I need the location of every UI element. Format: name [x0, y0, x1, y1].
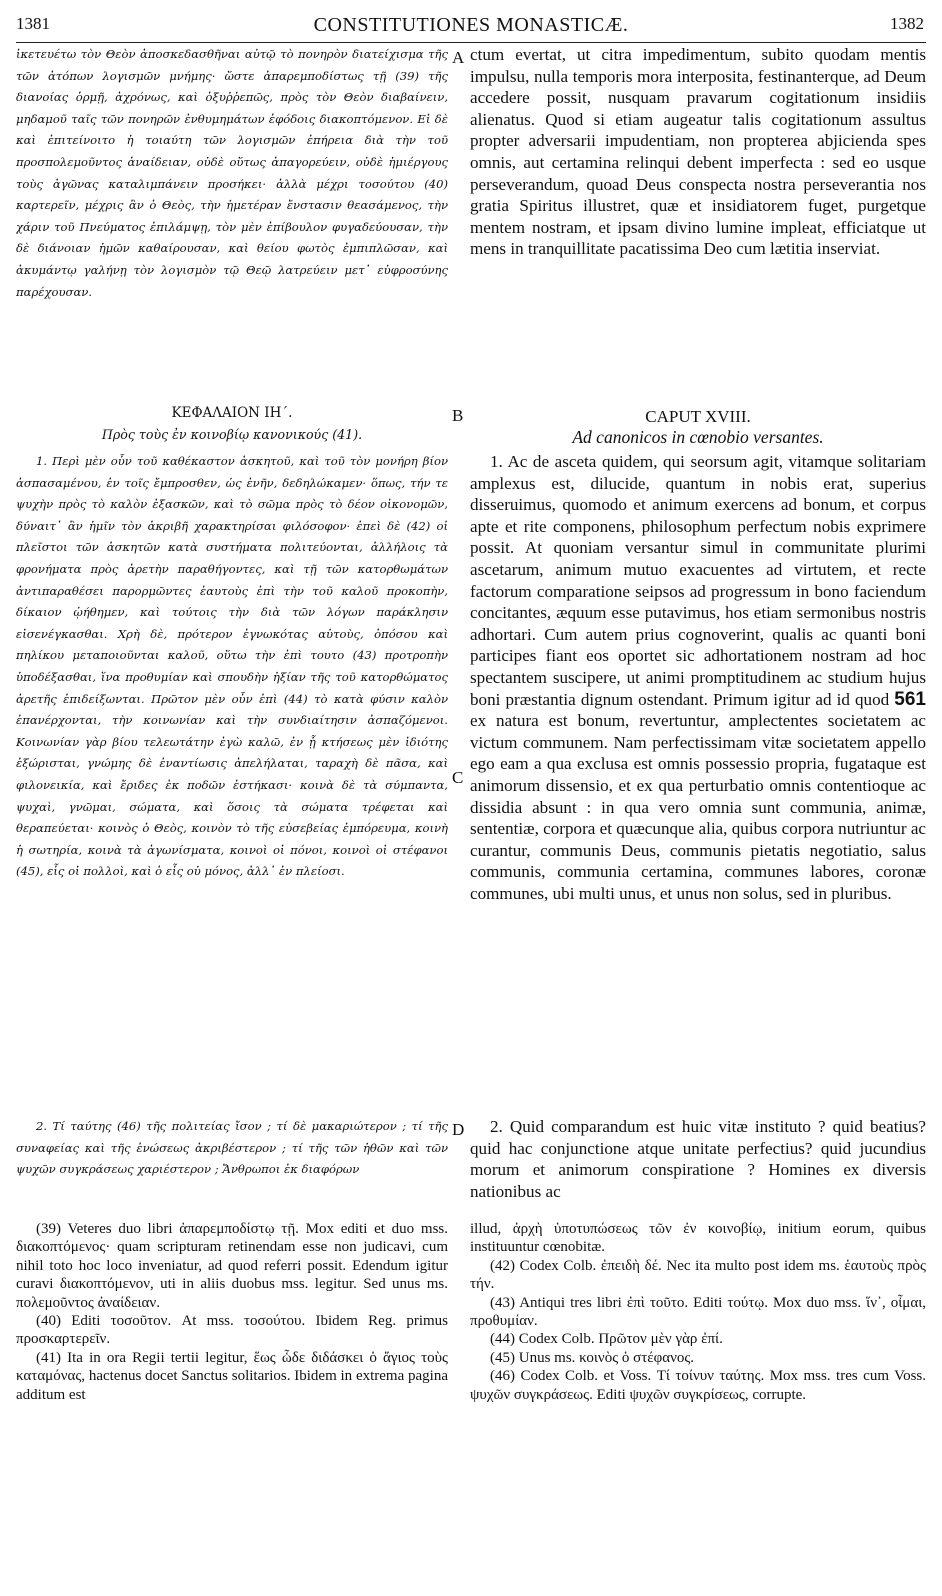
latin-column-section-1	[470, 451, 926, 1096]
footnote-39: (39) Veteres duo libri ἀπαρεμποδίστῳ τῇ. Mox editi et duo mss. διακοπτόμενος· quam scripturam retinendam esse non judicavi, cum nihil toto hoc loco inveniatur, ad quod referri possit. Edendum igitur curavi διακοπτόμενον, uti in aliis duobus mss. legitur. Sed unus ms. πολεμοῦντος ἀναίδειαν.	[16, 1221, 448, 1311]
latin-section-1-text: 1. Ac de asceta quidem, qui seorsum agit, vitamque solitariam amplexus est, dilucide, quantum in nobis erat, superius disseruimus, quomodo et animum exercens ad bonum, et corpus apte et rite componens, philosophum perfectum nobis exprimere possit. At quoniam versantur simul in communitate plurimi ascetarum, animum mutuo exacuentes ad virtutem, et recte factorum comparatione seipsos ad progressum in bono faciendum concitantes, æquum esse putavimus, hos etiam sermonibus nostris adhortari. Cum autem prius cognoverint, qualis ac quanti boni participes fiant eos oportet sic adhortationem nostram ad hoc spectantem suscipere, ut animi promptitudinem ac studium hujus boni præstantia dignum ostendant. Primum igitur ad id quod	[470, 452, 926, 709]
footnote-44: (44) Codex Colb. Πρῶτον μὲν γὰρ ἐπί.	[490, 1331, 723, 1348]
footnote-41: (41) Ita in ora Regii tertii legitur, ἕως ὧδε διδάσκει ὁ ἅγιος τοὺς καταμόνας, hactenus docet Sanctus solitarios. Ibidem in extrema pagina additum est	[16, 1349, 448, 1403]
greek-chapter-heading	[16, 403, 448, 445]
footnote-45: (45) Unus ms. κοινὸς ὁ στέφανος.	[490, 1349, 695, 1366]
latin-paragraph-continued: ctum evertat, ut citra impedimentum, subito quodam mentis impulsu, nulla temporis mora interposita, festinanterque, ad Deum accedere possit, nusquam pravarum cogitationum insidiis alienatus. Quod si etiam augeatur talis cogitationum assultus propter adversarii impudentiam, non propterea abjicienda spes omnis, aut certamina relinqui debent imperfecta : sed eo usque perseverandum, quoad Deus conspecta nostra perseverantia nos gratia Spiritus illustret, quæ et insidiatorem fuget, purgetque mentem nostram, et ipsam divino lumine impleat, efficiatque ut mens in tranquillitate pacatissima Deo cum lætitia inserviat.	[470, 45, 926, 259]
latin-column-section-2	[470, 1116, 926, 1208]
greek-section-2: 2. Τί ταύτης (46) τῆς πολιτείας ἴσον ; τί δὲ μακαριώτερον ; τί τῆς συναφείας καὶ τῆς ἑνώσεως ἀκριβέστερον ; τί τῆς τῶν ἠθῶν καὶ τῶν ψυχῶν συγκράσεως χαριέστερον ; Ἄνθρωποι ἐκ διαφόρων	[16, 1119, 448, 1177]
latin-chapter-heading	[470, 406, 926, 448]
greek-column-top	[16, 44, 448, 398]
footnotes-left	[16, 1220, 448, 1470]
margin-letter-c: C	[452, 768, 464, 787]
greek-paragraph-continued: ἱκετευέτω τὸν Θεὸν ἀποσκεδασθῆναι αὐτῷ τὸ πονηρὸν διατείχισμα τῆς τῶν ἀτόπων λογισμῶν μνήμης· ὥστε ἀπαρεμποδίστως τῇ (39) τῆς διανοίας ὁρμῇ, ἀχρόνως, καὶ ὀξυῤῥεπῶς, πρὸς τὸν Θεὸν διαβαίνειν, μηδαμοῦ ταῖς τῶν πονηρῶν ἐνθυμημάτων ἐφόδοις διακοπτόμενον. Εἰ δὲ καὶ ἐπιτείνοιτο ἡ τοιαύτη τῶν λογισμῶν ἐπήρεια διὰ τὴν τοῦ προσπολεμοῦντος ἀναίδειαν, οὐδὲ οὕτως ἀπαγορεύειν, οὐδὲ ἡμιέργους τοὺς ἀγῶνας καταλιμπάνειν προσήκει· ἀλλὰ μέχρι τοσούτου (40) καρτερεῖν, μέχρις ἂν ὁ Θεὸς, τὴν ἡμετέραν ἔνστασιν θεασάμενος, τὴν χάριν τοῦ Πνεύματος ἐπιλάμψῃ, τὸν μὲν ἐπίβουλον φυγαδεύουσαν, τὴν δὲ διάνοιαν ἡμῶν καθαίρουσαν, καὶ θείου φωτὸς ἐμπιπλῶσαν, καὶ ἀκυμάντῳ γαλήνῃ τὸν λογισμὸν τῷ Θεῷ λατρεύειν μετ᾽ εὐφροσύνης παρέχουσαν.	[16, 47, 448, 299]
latin-section-1-text-end: ex natura est bonum, revertuntur, amplectentes societatem ac victum communem. Nam perfectissimam vitæ societatem appello ego eam a qua exclusa est omnis possessio propria, fugataque est animorum dissensio, et ex qua perturbatio omnis contentioque ac dissidia absunt : in qua vero omnia sunt communia, animæ, sententiæ, corpora et quæcunque alia, quibus corpora nutriuntur ac curantur, communis Deus, communis pietatis negotiatio, salus communis, communia certamina, communes labores, coronæ communes, ubi multi unus, et unus non solus, sed in pluribus.	[470, 711, 926, 903]
footnote-40: (40) Editi τοσοῦτον. At mss. τοσούτου. Ibidem Reg. primus προσκαρτερεῖν.	[16, 1313, 448, 1348]
latin-section-2: 2. Quid comparandum est huic vitæ instituto ? quid beatius? quid hac conjunctione atque unitate perfectius? quid jucundius morum et animorum conspiratione ? Homines ex diversis nationibus ac	[470, 1117, 926, 1201]
page-number-left: 1381	[16, 14, 50, 33]
greek-chapter-title: ΚΕΦΑΛΑΙΟΝ ΙΗ΄.	[171, 405, 293, 421]
header-rule	[16, 42, 926, 43]
margin-letter-a: A	[452, 48, 465, 67]
latin-chapter-subtitle: Ad canonicos in cœnobio versantes.	[572, 427, 824, 447]
latin-section-1	[470, 451, 926, 904]
running-title: CONSTITUTIONES MONASTICÆ.	[313, 14, 629, 36]
latin-column-top	[470, 44, 926, 398]
margin-letter-b: B	[452, 406, 464, 425]
latin-chapter-title: CAPUT XVIII.	[645, 407, 751, 426]
greek-chapter-subtitle: Πρὸς τοὺς ἐν κοινοβίῳ κανονικούς (41).	[101, 427, 363, 442]
footnote-43: (43) Antiqui tres libri ἐπὶ τοῦτο. Editi τούτῳ. Mox duo mss. ἵν᾽, οἶμαι, προθυμίαν.	[470, 1294, 926, 1330]
greek-column-section-2	[16, 1116, 448, 1208]
footnote-42: (42) Codex Colb. ἐπειδὴ δέ. Nec ita multo post idem ms. ἑαυτοὺς πρὸς τήν.	[470, 1257, 926, 1293]
greek-column-section-1	[16, 451, 448, 1096]
greek-section-1: 1. Περὶ μὲν οὖν τοῦ καθέκαστον ἀσκητοῦ, καὶ τοῦ τὸν μονήρη βίον ἀσπασαμένου, ἐν τοῖς ἔμπροσθεν, ὡς ἐνῆν, δεδηλώκαμεν· ὅπως, τήν τε ψυχὴν πρὸς τὸ καλὸν ἐξασκῶν, καὶ τὸ σῶμα πρὸς τὸ δέον οἰκονομῶν, δύναιτ᾽ ἂν ἡμῖν τὸν ἀκριβῆ χαρακτηρίσαι φιλόσοφον· ἐπεὶ δὲ (42) οἱ πλεῖστοι τῶν ἀσκητῶν κατὰ συστήματα πολιτεύονται, ἀλλήλοις τὰ φρονήματα πρὸς ἀρετὴν παραθήγοντες, καὶ τῇ τῶν κατορθωμάτων ἀντιπαραθέσει παρορμῶντες ἑαυτοὺς ἐπὶ τὴν τοῦ καλοῦ προκοπὴν, δίκαιον ᾠήθημεν, καὶ τούτοις τὴν διὰ τῶν λόγων παράκλησιν εἰσενέγκασθαι. Χρὴ δὲ, πρότερον ἐγνωκότας αὐτοὺς, ὁπόσου καὶ πηλίκου μεταποιοῦνται καλοῦ, οὕτω τὴν ἐπὶ τουτο (43) προτροπὴν ὑποδέξασθαι, ἵνα προθυμίαν καὶ σπουδὴν ἠξίαν τῆς τοῦ κατορθώματος ἀρετῆς ἐπιδείξωνται. Πρῶτον μὲν οὖν ἐπὶ (44) τὸ κατὰ φύσιν καλὸν ἐπανέρχονται, τὴν κοινωνίαν καὶ τὴν συνδιαίτησιν ἀσπαζόμενοι. Κοινωνίαν γὰρ βίου τελεωτάτην ἐγὼ καλῶ, ἐν ᾗ κτήσεως μὲν ἰδιότης ἐξώρισται, γνώμης δὲ ἐναντίωσις ἀπελήλαται, ταραχὴ δὲ πᾶσα, καὶ φιλονεικία, καὶ ἔριδες ἐκ ποδῶν ἑστήκασι· κοινὰ δὲ τὰ σύμπαντα, ψυχαὶ, γνῶμαι, σώματα, καὶ ὅσοις τὰ σώματα τρέφεται καὶ θεραπεύεται· κοινὸς ὁ Θεὸς, κοινὸν τὸ τῆς εὐσεβείας ἐμπόρευμα, κοινὴ ἡ σωτηρία, κοινὰ τὰ ἀγωνίσματα, κοινοὶ οἱ πόνοι, κοινοὶ οἱ στέφανοι (45), εἷς οἱ πολλοὶ, καὶ ὁ εἷς οὐ μόνος, ἀλλ᾽ ἐν πλείοσι.	[16, 454, 448, 879]
column-number-marker: 561	[894, 688, 926, 710]
footnotes-right	[470, 1220, 926, 1470]
margin-letter-d: D	[452, 1120, 465, 1139]
footnote-41-continued: illud, ἀρχὴ ὑποτυπώσεως τῶν ἐν κοινοβίῳ, initium eorum, quibus instituuntur cœnobitæ.	[470, 1221, 926, 1256]
page-number-right: 1382	[890, 14, 924, 33]
footnote-46: (46) Codex Colb. et Voss. Τί τοίνυν ταύτης. Mox mss. tres cum Voss. ψυχῶν συγκράσεως. Editi ψυχῶν συγκρίσεως, corrupte.	[470, 1368, 926, 1403]
